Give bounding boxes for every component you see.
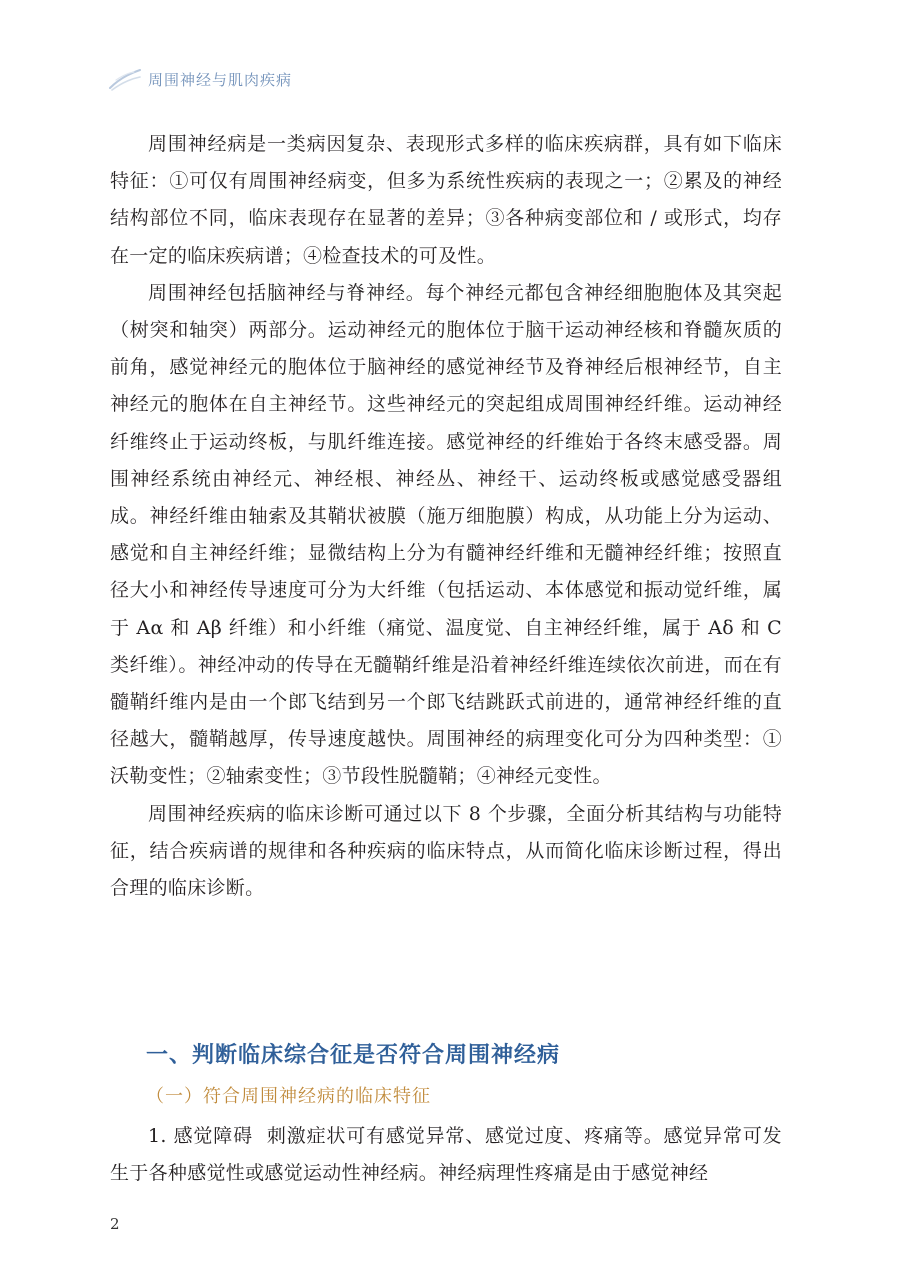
paragraph-sensory: [110, 1118, 782, 1192]
paragraph-anatomy: 周围神经包括脑神经与脊神经。每个神经元都包含神经细胞胞体及其突起（树突和轴突）两部分。运动神经元的胞体位于脑干运动神经核和脊髓灰质的前角，感觉神经元的胞体位于脑神经的感觉神经节及脊神经后根神经节，自主神经元的胞体在自主神经节。这些神经元的突起组成周围神经纤维。运动神经纤维终止于运动终板，与肌纤维连接。感觉神经的纤维始于各终末感受器。周围神经系统由神经元、神经根、神经丛、神经干、运动终板或感觉感受器组成。神经纤维由轴索及其鞘状被膜（施万细胞膜）构成，从功能上分为运动、感觉和自主神经纤维；显微结构上分为有髓神经纤维和无髓神经纤维；按照直径大小和神经传导速度可分为大纤维（包括运动、本体感觉和振动觉纤维，属于 Aα 和 Aβ 纤维）和小纤维（痛觉、温度觉、自主神经纤维，属于 Aδ 和 C 类纤维）。神经冲动的传导在无髓鞘纤维是沿着神经纤维连续依次前进，而在有髓鞘纤维内是由一个郎飞结到另一个郎飞结跳跃式前进的，通常神经纤维的直径越大，髓鞘越厚，传导速度越快。周围神经的病理变化可分为四种类型：①沃勒变性；②轴索变性；③节段性脱髓鞘；④神经元变性。: [110, 281, 782, 788]
running-head: [108, 66, 292, 92]
item-label: 1. 感觉障碍: [148, 1125, 253, 1147]
item-text: 刺激症状可有感觉异常、感觉过度、疼痛等。感觉异常可发生于各种感觉性或感觉运动性神经病。神经病理性疼痛是由于感觉神经: [110, 1125, 782, 1185]
body-text: [110, 126, 782, 907]
paragraph-diagnosis: 周围神经疾病的临床诊断可通过以下 8 个步骤，全面分析其结构与功能特征，结合疾病谱的规律和各种疾病的临床特点，从而简化临床诊断过程，得出合理的临床诊断。: [110, 802, 782, 900]
paragraph-intro: 周围神经病是一类病因复杂、表现形式多样的临床疾病群，具有如下临床特征：①可仅有周围神经病变，但多为系统性疾病的表现之一；②累及的神经结构部位不同，临床表现存在显著的差异；③各种病变部位和 / 或形式，均存在一定的临床疾病谱；④检查技术的可及性。: [110, 133, 782, 267]
body-text-continued: [110, 1118, 782, 1192]
section-title: 一、判断临床综合征是否符合周围神经病: [146, 1043, 561, 1068]
page-number: 2: [110, 1215, 120, 1233]
running-title: 周围神经与肌肉疾病: [148, 70, 293, 89]
subsection-title: （一）符合周围神经病的临床特征: [146, 1086, 431, 1107]
swoosh-logo-icon: [108, 66, 142, 92]
